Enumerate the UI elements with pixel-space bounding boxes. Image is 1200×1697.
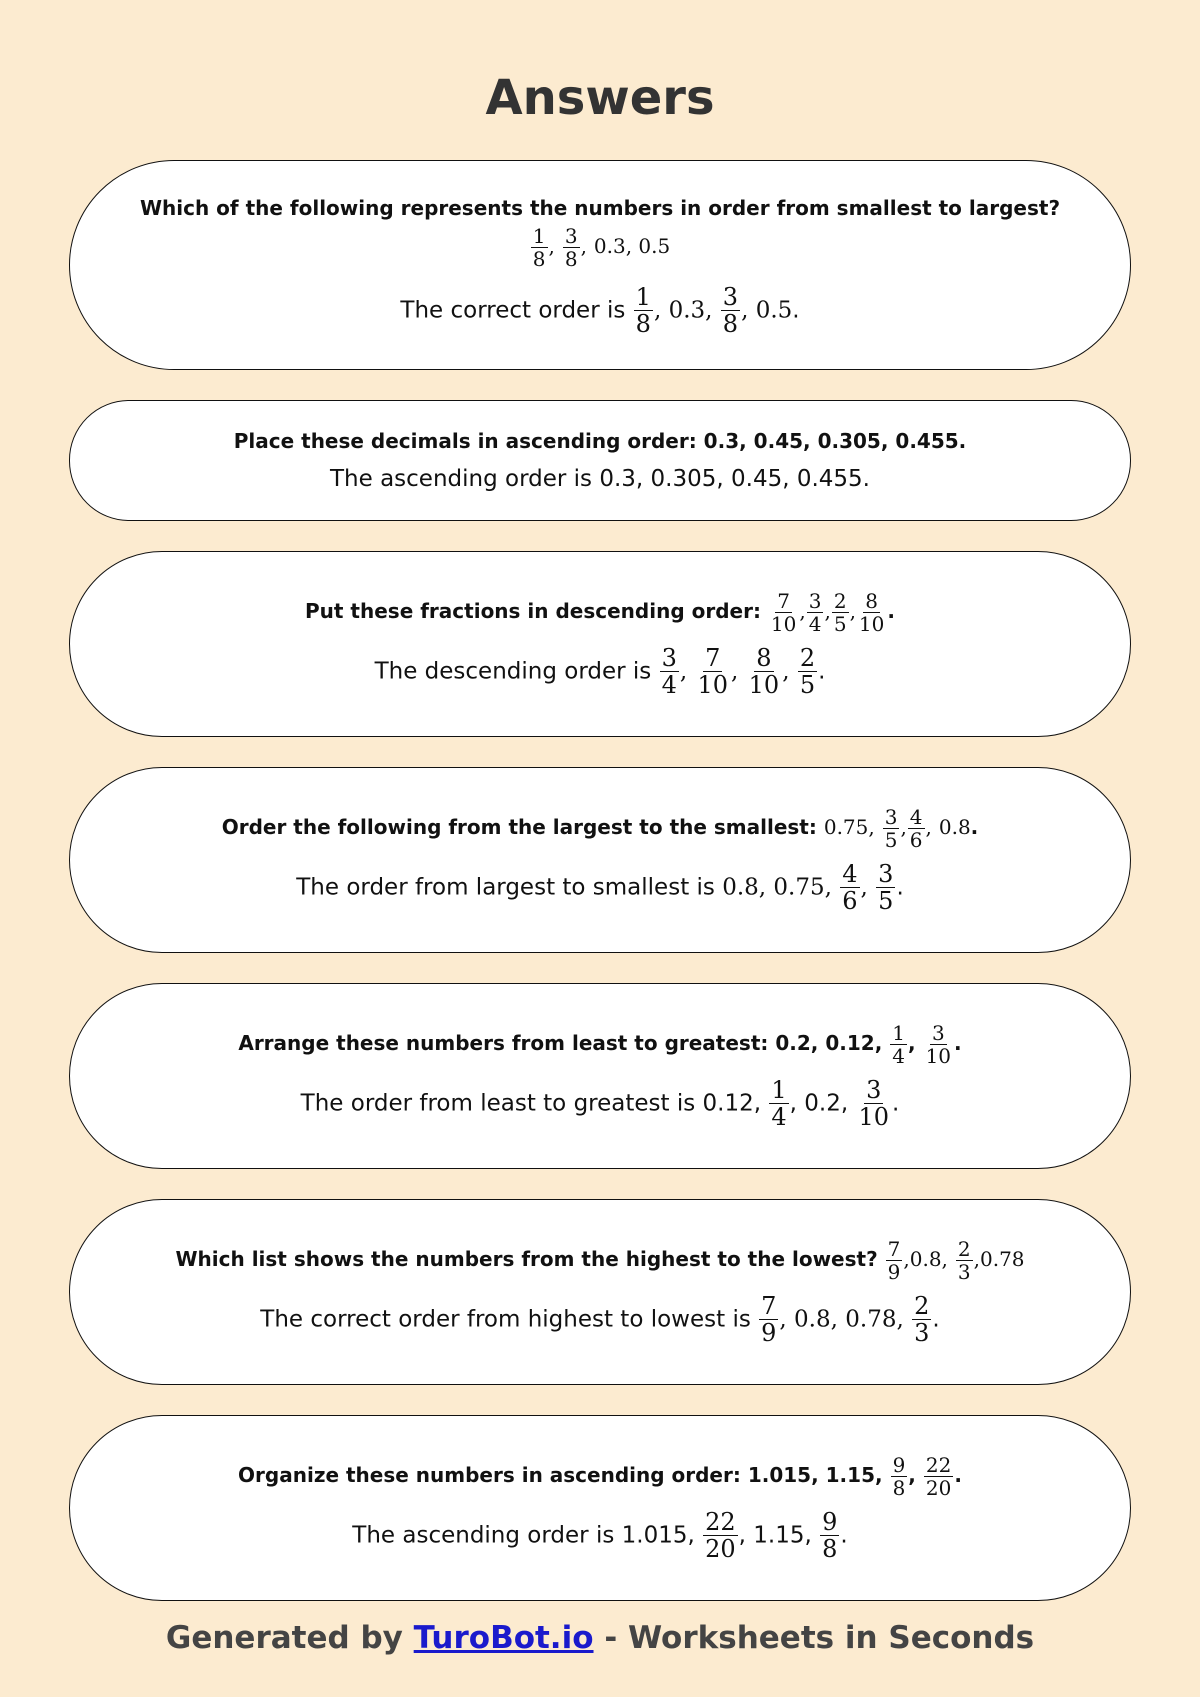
fraction: $\frac{7}{10}$ <box>770 588 797 636</box>
fraction: $\frac{9}{8}$ <box>892 1452 906 1500</box>
footer <box>0 1620 1200 1656</box>
fraction: $\frac{22}{20}$ <box>925 1452 952 1500</box>
answer-text: The ascending order is 1.015, $\frac{22}{20}$ , 1.15, $\frac{9}{8}$ . <box>352 1507 848 1563</box>
fraction: $\frac{7}{9}$ <box>761 1291 777 1347</box>
answer-text: The correct order is $\frac{1}{8}$ , 0.3, $\frac{3}{8}$ , 0.5. <box>400 282 800 338</box>
fraction: $\frac{3}{5}$ <box>878 859 894 915</box>
fraction: $\frac{3}{4}$ <box>808 588 822 636</box>
answer-card-2 <box>69 400 1131 521</box>
answer-text: The descending order is $\frac{3}{4}$ , $\frac{7}{10}$ , $\frac{8}{10}$ , $\frac{2}{5}$ . <box>374 643 826 699</box>
fraction: $\frac{9}{8}$ <box>822 1507 838 1563</box>
answer-card-1 <box>69 160 1131 370</box>
fraction: $\frac{1}{4}$ <box>892 1020 905 1068</box>
fraction: $\frac{1}{8}$ <box>635 282 651 338</box>
fraction: $\frac{3}{8}$ <box>722 282 739 338</box>
fraction: $\frac{4}{6}$ <box>842 859 858 915</box>
fraction: $\frac{3}{5}$ <box>884 804 898 852</box>
math-values: 0.3, 0.5 <box>593 233 671 258</box>
fraction: $\frac{8}{10}$ <box>748 643 780 699</box>
turobot-link[interactable]: TuroBot.io <box>413 1620 594 1656</box>
question-text: Arrange these numbers from least to greatest: 0.2, 0.12, $\frac{1}{4}$ , $\frac{3}{10}$ . <box>238 1020 962 1068</box>
footer-suffix: - Worksheets in Seconds <box>604 1620 1035 1656</box>
question-text: Which of the following represents the numbers in order from smallest to largest? $\frac{1}{8}$ , $\frac{3}{8}$ , 0.3, 0.5 <box>140 193 1060 270</box>
answer-card-4 <box>69 767 1131 953</box>
answer-text: The order from largest to smallest is 0.8, 0.75, $\frac{4}{6}$ , $\frac{3}{5}$ . <box>296 859 904 915</box>
footer-prefix: Generated by <box>165 1620 403 1656</box>
fraction: $\frac{1}{8}$ <box>532 223 546 271</box>
fraction: $\frac{3}{10}$ <box>858 1075 890 1131</box>
fraction: $\frac{3}{10}$ <box>925 1020 952 1068</box>
fraction: $\frac{22}{20}$ <box>705 1507 736 1563</box>
answer-text: The order from least to greatest is 0.12, $\frac{1}{4}$ , 0.2, $\frac{3}{10}$ . <box>300 1075 900 1131</box>
fraction: $\frac{2}{5}$ <box>833 588 847 636</box>
question-sentence: Which of the following represents the numbers in order from smallest to largest? <box>139 195 1061 220</box>
question-text: Which list shows the numbers from the highest to the lowest? $\frac{7}{9}$ ,0.8, $\frac{2}{3}$ ,0.78 <box>175 1236 1025 1284</box>
fraction: $\frac{2}{3}$ <box>914 1291 930 1347</box>
fraction: $\frac{3}{4}$ <box>661 643 677 699</box>
fraction: $\frac{2}{5}$ <box>799 643 816 699</box>
fraction: $\frac{7}{9}$ <box>887 1236 901 1284</box>
question-text: Place these decimals in ascending order: 0.3, 0.45, 0.305, 0.455. <box>233 428 967 453</box>
fraction: $\frac{1}{4}$ <box>771 1075 787 1131</box>
answer-text: The correct order from highest to lowest is $\frac{7}{9}$ , 0.8, 0.78, $\frac{2}{3}$ . <box>260 1291 940 1347</box>
question-text: Order the following from the largest to the smallest: 0.75, $\frac{3}{5}$ , $\frac{4}{6}$ , 0.8. <box>221 804 979 852</box>
question-text: Organize these numbers in ascending order: 1.015, 1.15, $\frac{9}{8}$ , $\frac{22}{20}$ . <box>238 1452 962 1500</box>
fraction: $\frac{7}{10}$ <box>697 643 729 699</box>
fraction: $\frac{3}{8}$ <box>564 223 578 271</box>
page-title: Answers <box>485 70 715 126</box>
question-text: Put these fractions in descending order: $\frac{7}{10}$ , $\frac{3}{4}$ , $\frac{2}{5}$ , $\frac{8}{10}$ . <box>305 588 895 636</box>
answer-card-7 <box>69 1415 1131 1601</box>
answer-card-6 <box>69 1199 1131 1385</box>
fraction: $\frac{8}{10}$ <box>858 588 885 636</box>
answer-card-5 <box>69 983 1131 1169</box>
fraction: $\frac{2}{3}$ <box>957 1236 971 1284</box>
fraction: $\frac{4}{6}$ <box>909 804 923 852</box>
answer-text: The ascending order is 0.3, 0.305, 0.45, 0.455. <box>330 465 870 492</box>
answer-card-3 <box>69 551 1131 737</box>
